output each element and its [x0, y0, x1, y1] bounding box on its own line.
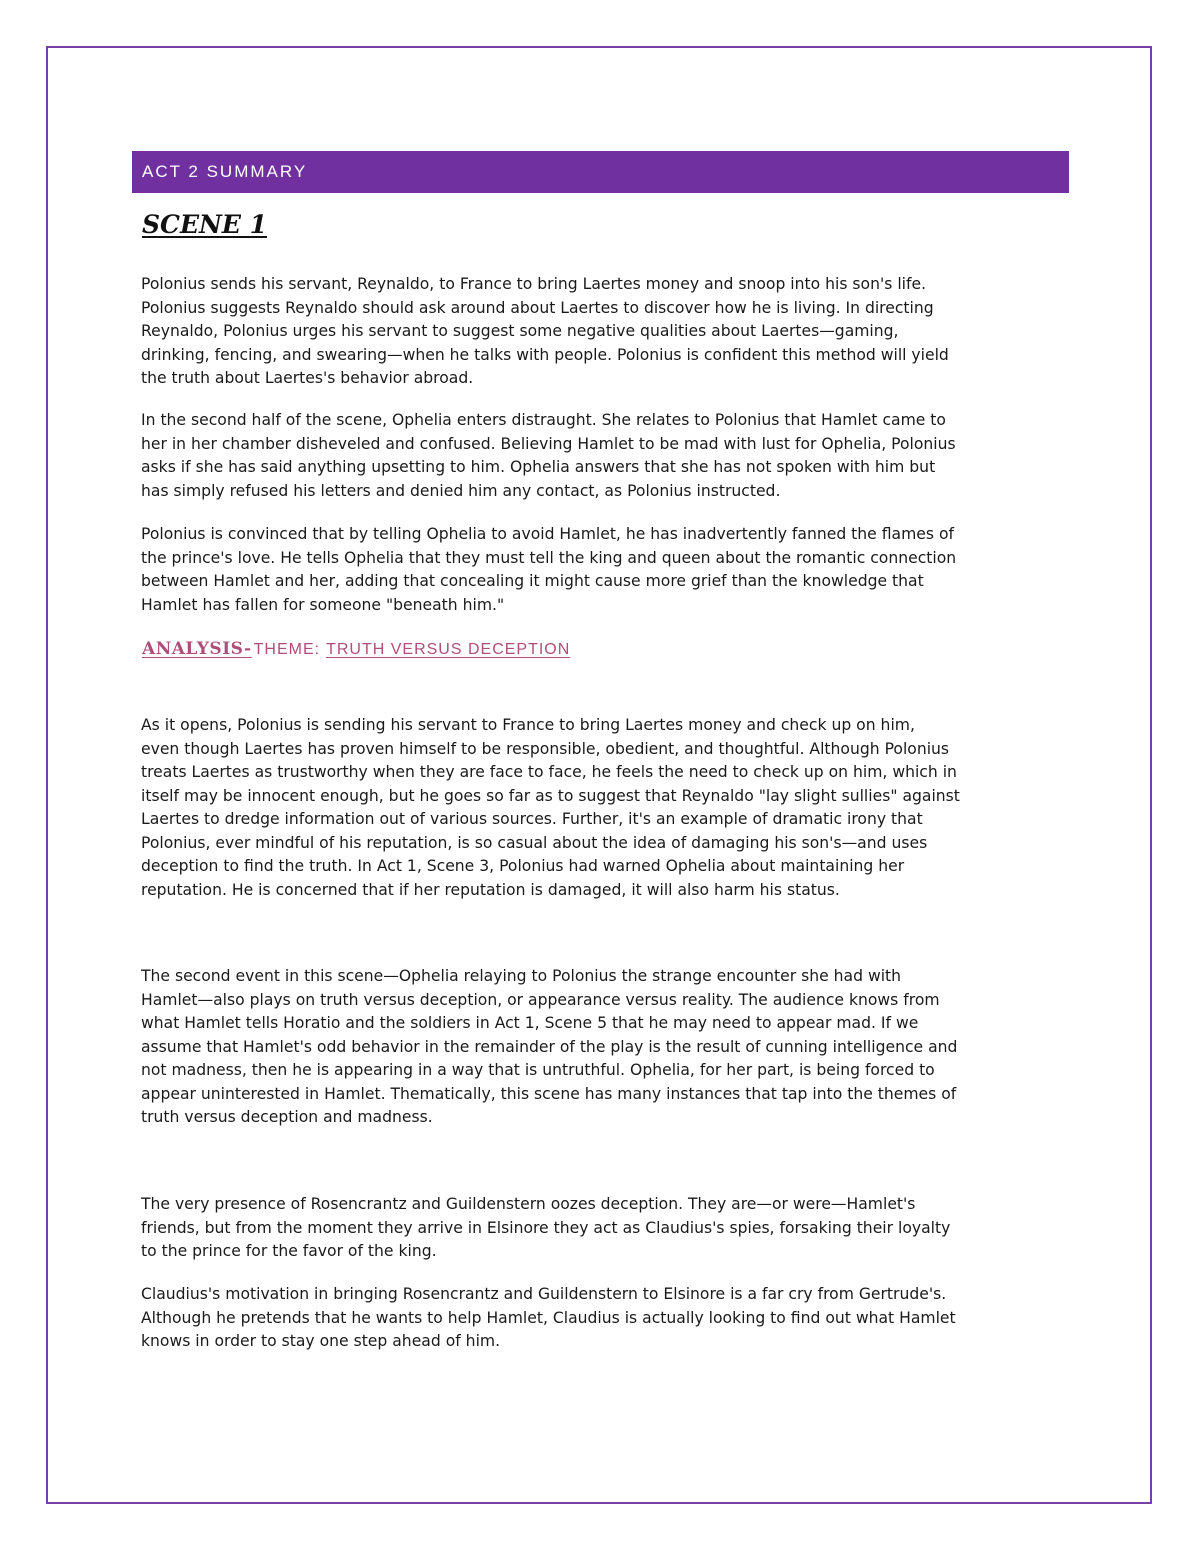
paragraph-second-event: The second event in this scene—Ophelia relaying to Polonius the strange encounter she had with Hamlet—also plays on truth versus deception, or appearance versus reality. The audience knows from what Hamlet tells Horatio and the soldiers in Act 1, Scene 5 that he may need to appear mad. If we assume that Hamlet's odd behavior in the remainder of the play is the result of cunning intelligence and not madness, then he is appearing in a way that is untruthful. Ophelia, for her part, is being forced to appear uninterested in Hamlet. Thematically, this scene has many instances that tap into the themes of truth versus deception and madness. [141, 967, 958, 1126]
paragraph-rosencrantz-guildenstern: The very presence of Rosencrantz and Guildenstern oozes deception. They are—or were—Hamlet's friends, but from the moment they arrive in Elsinore they act as Claudius's spies, forsaking their loyalty to the prince for the favor of the king. [141, 1195, 951, 1260]
paragraph-ophelia-distraught: In the second half of the scene, Ophelia enters distraught. She relates to Polonius that Hamlet came to her in her chamber disheveled and confused. Believing Hamlet to be mad with lust for Ophelia, Polonius asks if she has said anything upsetting to him. Ophelia answers that she has not spoken with him but has simply refused his letters and denied him any contact, as Polonius instructed. [141, 411, 956, 500]
section-banner [132, 151, 1069, 193]
analysis-label: ANALYSIS- [142, 639, 252, 659]
theme-label: THEME: [253, 641, 321, 658]
scene-heading: SCENE 1 [142, 210, 268, 239]
paragraph-analysis-opening: As it opens, Polonius is sending his servant to France to bring Laertes money and check up on him, even though Laertes has proven himself to be responsible, obedient, and thoughtful. Although Polonius treats Laertes as trustworthy when they are face to face, he feels the need to check up on him, which in itself may be innocent enough, but he goes so far as to suggest that Reynaldo "lay slight sullies" against Laertes to dredge information out of various sources. Further, it's an example of dramatic irony that Polonius, ever mindful of his reputation, is so casual about the idea of damaging his son's—and uses deception to find the truth. In Act 1, Scene 3, Polonius had warned Ophelia about maintaining her reputation. He is concerned that if her reputation is damaged, it will also harm his status. [141, 716, 960, 899]
banner-title: ACT 2 SUMMARY [142, 162, 308, 181]
paragraph-reynaldo: Polonius sends his servant, Reynaldo, to France to bring Laertes money and snoop into his son's life. Polonius suggests Reynaldo should ask around about Laertes to discover how he is living. In directing Reynaldo, Polonius urges his servant to suggest some negative qualities about Laertes—gaming, drinking, fencing, and swearing—when he talks with people. Polonius is confident this method will yield the truth about Laertes's behavior abroad. [141, 275, 949, 387]
paragraph-claudius-motivation: Claudius's motivation in bringing Rosencrantz and Guildenstern to Elsinore is a far cry from Gertrude's. Although he pretends that he wants to help Hamlet, Claudius is actually looking to find out what Hamlet knows in order to stay one step ahead of him. [141, 1285, 956, 1350]
theme-value: TRUTH VERSUS DECEPTION [326, 641, 571, 658]
analysis-heading [142, 639, 570, 659]
paragraph-polonius-convinced: Polonius is convinced that by telling Ophelia to avoid Hamlet, he has inadvertently fanned the flames of the prince's love. He tells Ophelia that they must tell the king and queen about the romantic connection between Hamlet and her, adding that concealing it might cause more grief than the knowledge that Hamlet has fallen for someone "beneath him." [141, 525, 957, 614]
